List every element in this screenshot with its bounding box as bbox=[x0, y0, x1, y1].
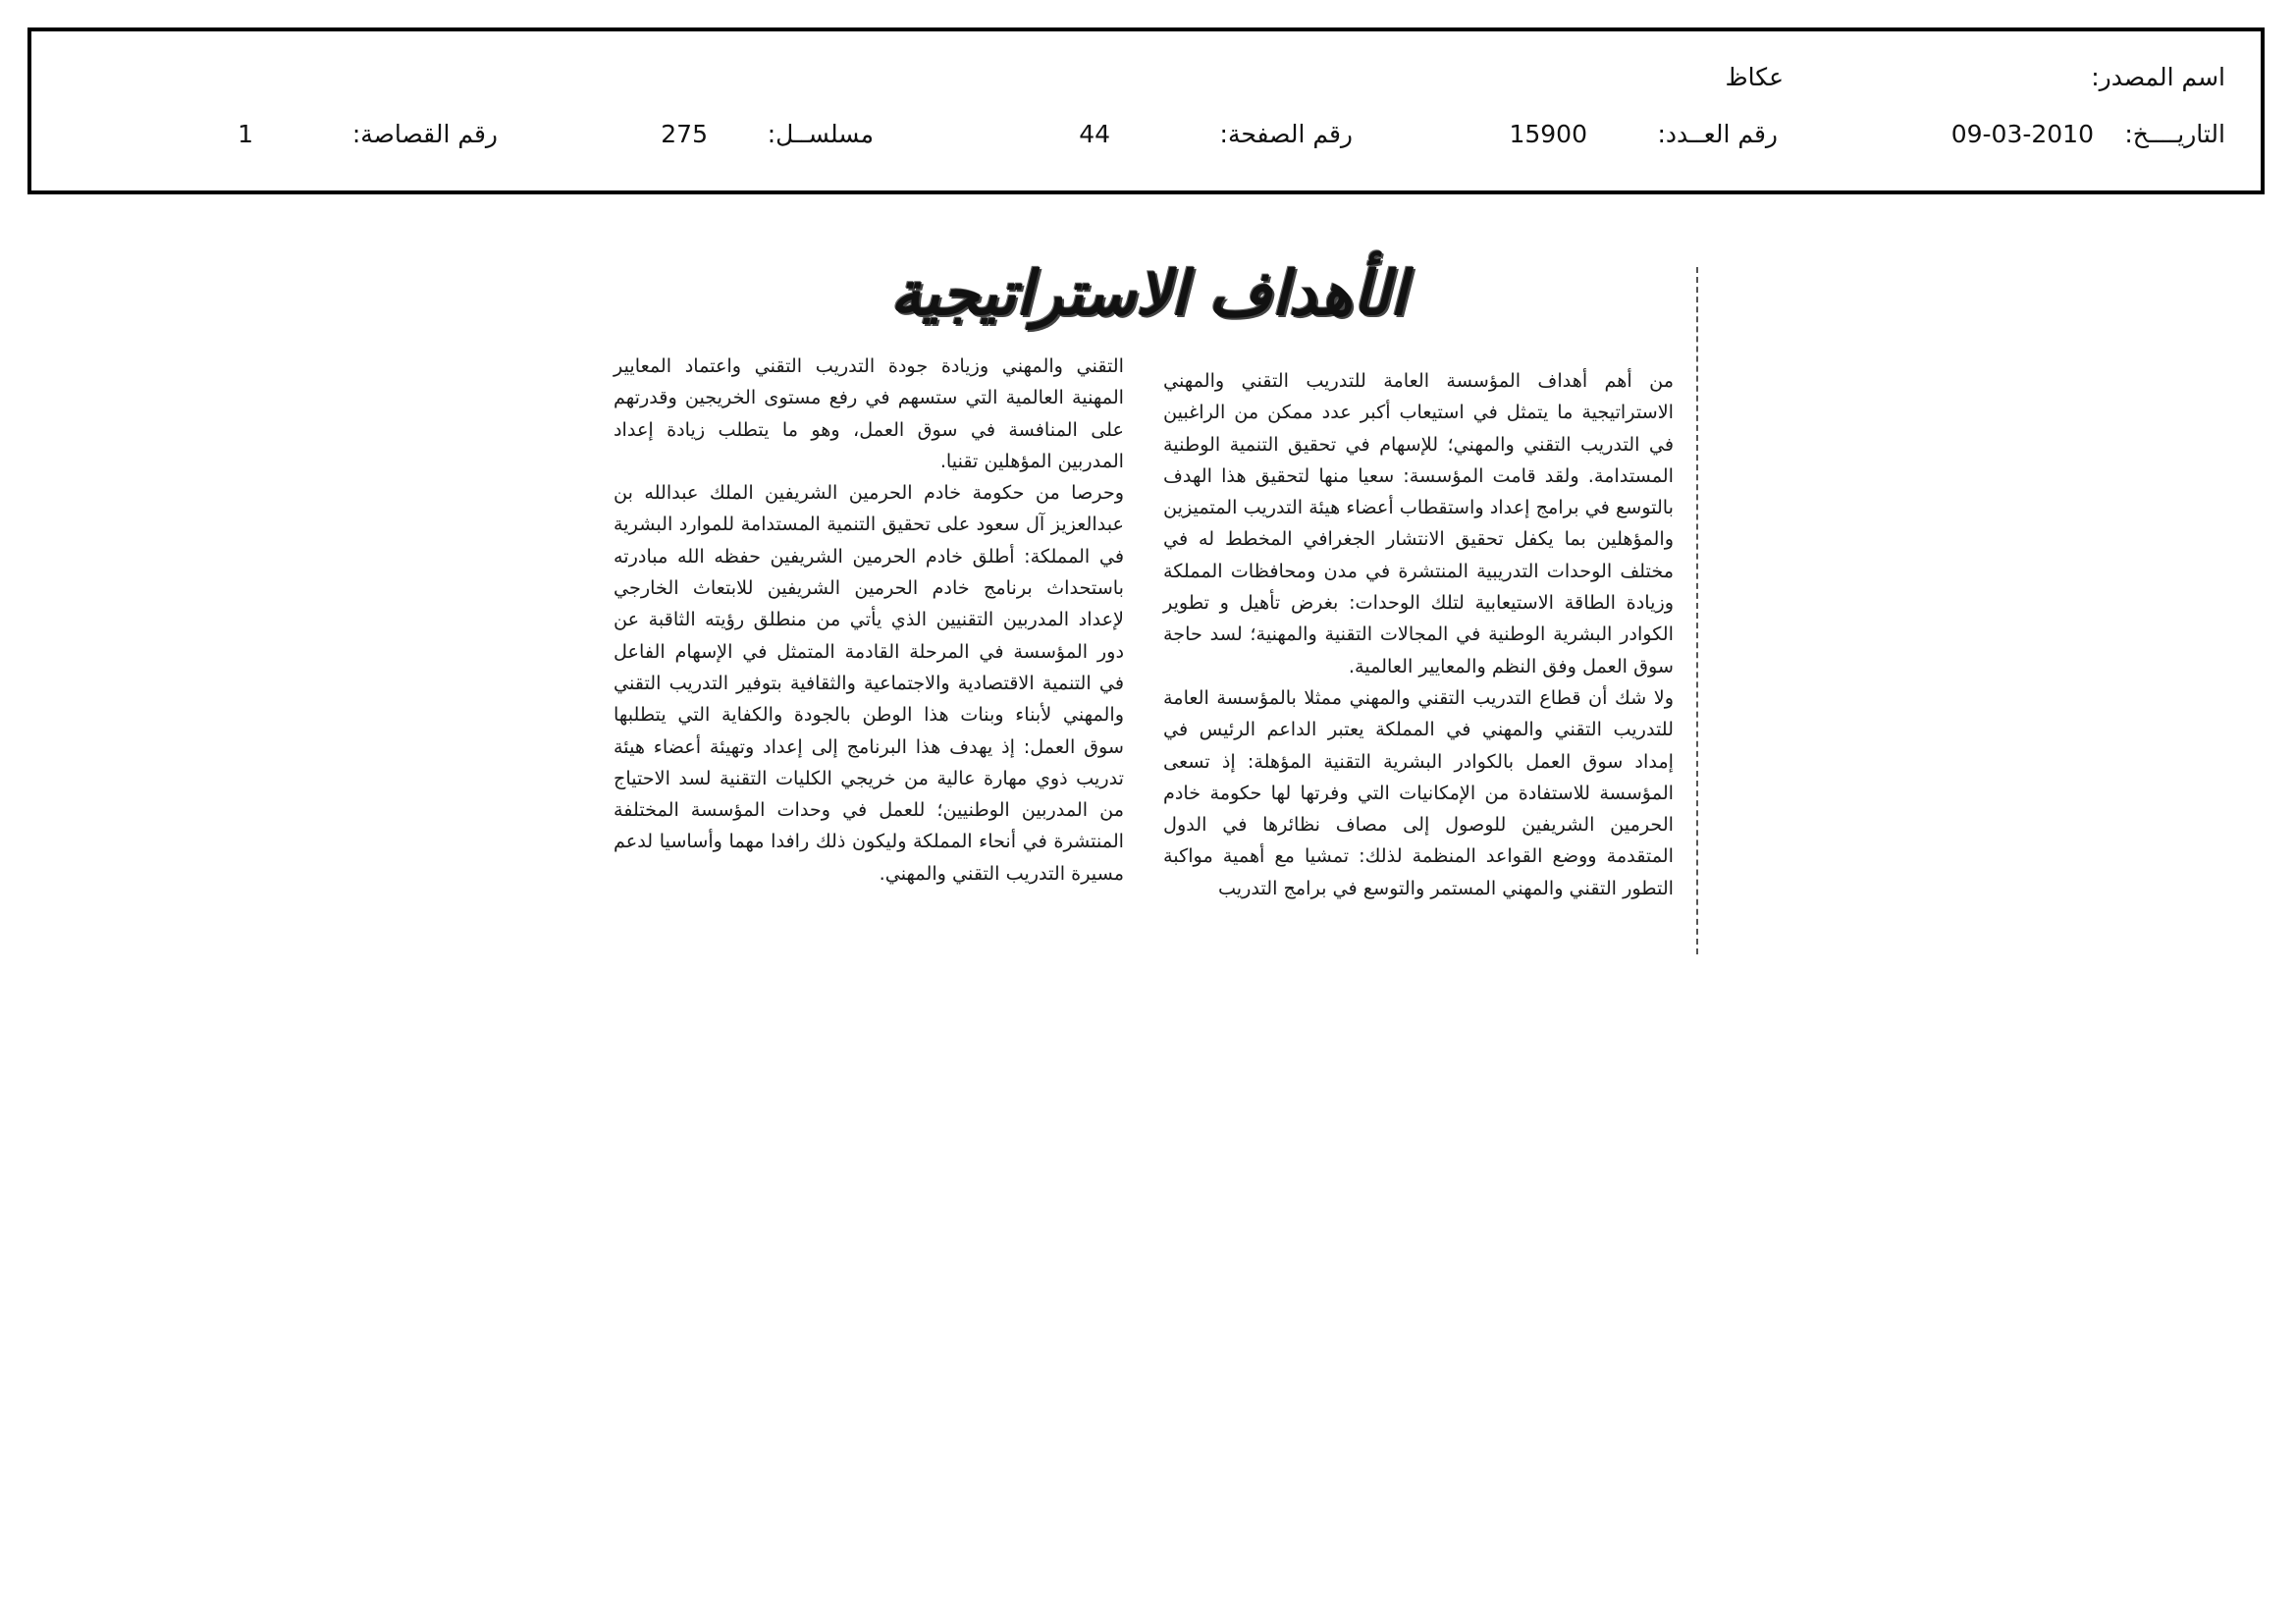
paragraph: ولا شك أن قطاع التدريب التقني والمهني ممثلا بالمؤسسة العامة للتدريب التقني والمهني في المملكة يعتبر الداعم الرئيس في إمداد سوق العمل بالكوادر البشرية التقنية المؤهلة: إذ تسعى المؤسسة للاستفادة من الإمكانيات التي وفرتها لها حكومة خادم الحرمين الشريفين للوصول إلى مصاف نظائرها في الدول المتقدمة ووضع القواعد المنظمة لذلك: تمشيا مع أهمية مواكبة التطور التقني والمهني المستمر والتوسع في برامج التدريب bbox=[1163, 685, 1674, 899]
article-column-right bbox=[1163, 365, 1674, 935]
source-value: عكاظ bbox=[1725, 63, 1784, 91]
paragraph: من أهم أهداف المؤسسة العامة للتدريب التقني والمهني الاستراتيجية ما يتمثل في استيعاب أكبر عدد ممكن من الراغبين في التدريب التقني والمهني؛ للإسهام في تحقيق التنمية الوطنية المستدامة. ولقد قامت المؤسسة: سعيا منها لتحقيق هذا الهدف بالتوسع في برامج إعداد واستقطاب أعضاء هيئة التدريب المتميزين والمؤهلين بما يكفل تحقيق الانتشار الجغرافي المخطط له في مختلف الوحدات التدريبية المنتشرة في مدن ومحافظات المملكة وزيادة الطاقة الاستيعابية لتلك الوحدات: بغرض تأهيل و تطوير الكوادر البشرية الوطنية في المجالات التقنية والمهنية؛ لسد حاجة سوق العمل وفق النظم والمعايير العالمية. bbox=[1163, 369, 1674, 677]
date-value: 09-03-2010 bbox=[1950, 120, 2094, 148]
newspaper-article bbox=[589, 257, 1708, 945]
clipping-header bbox=[27, 27, 2265, 194]
paragraph: وحرصا من حكومة خادم الحرمين الشريفين الملك عبدالله بن عبدالعزيز آل سعود على تحقيق التنمية المستدامة للموارد البشرية في المملكة: أطلق خادم الحرمين الشريفين حفظه الله مبادرته باستحداث برنامج خادم الحرمين الشريفين للابتعاث الخارجي لإعداد المدربين التقنيين الذي يأتي من منطلق رؤيته الثاقبة عن دور المؤسسة في المرحلة القادمة المتمثل في الإسهام الفاعل في التنمية الاقتصادية والاجتماعية والثقافية بتوفير التدريب التقني والمهني لأبناء وبنات هذا الوطن بالجودة والكفاية التي يتطلبها سوق العمل: إذ يهدف هذا البرنامج إلى إعداد وتهيئة أعضاء هيئة تدريب ذوي مهارة عالية من خريجي الكليات التقنية لسد الاحتياج من المدربين الوطنيين؛ للعمل في وحدات المؤسسة المختلفة المنتشرة في أنحاء المملكة وليكون ذلك رافدا مهما وأساسيا لدعم مسيرة التدريب التقني والمهني. bbox=[614, 481, 1124, 885]
page-label: رقم الصفحة: bbox=[1219, 120, 1353, 148]
issue-value: 15900 bbox=[1509, 120, 1587, 148]
column-rule bbox=[1696, 267, 1700, 954]
issue-label: رقم العــدد: bbox=[1657, 120, 1778, 148]
source-label: اسم المصدر: bbox=[2091, 63, 2225, 91]
article-column-left bbox=[614, 351, 1124, 920]
date-label: التاريــــخ: bbox=[2124, 120, 2225, 148]
paragraph: التقني والمهني وزيادة جودة التدريب التقني واعتماد المعايير المهنية العالمية التي ستسهم في رفع مستوى الخريجين وقدرتهم على المنافسة في سوق العمل، وهو ما يتطلب زيادة إعداد المدربين المؤهلين تقنيا. bbox=[614, 354, 1124, 472]
article-title: الأهداف الاستراتيجية bbox=[890, 257, 1407, 329]
clip-value: 1 bbox=[238, 120, 253, 148]
serial-value: 275 bbox=[661, 120, 708, 148]
serial-label: مسلســل: bbox=[767, 120, 874, 148]
clip-label: رقم القصاصة: bbox=[351, 120, 498, 148]
page-value: 44 bbox=[1079, 120, 1110, 148]
